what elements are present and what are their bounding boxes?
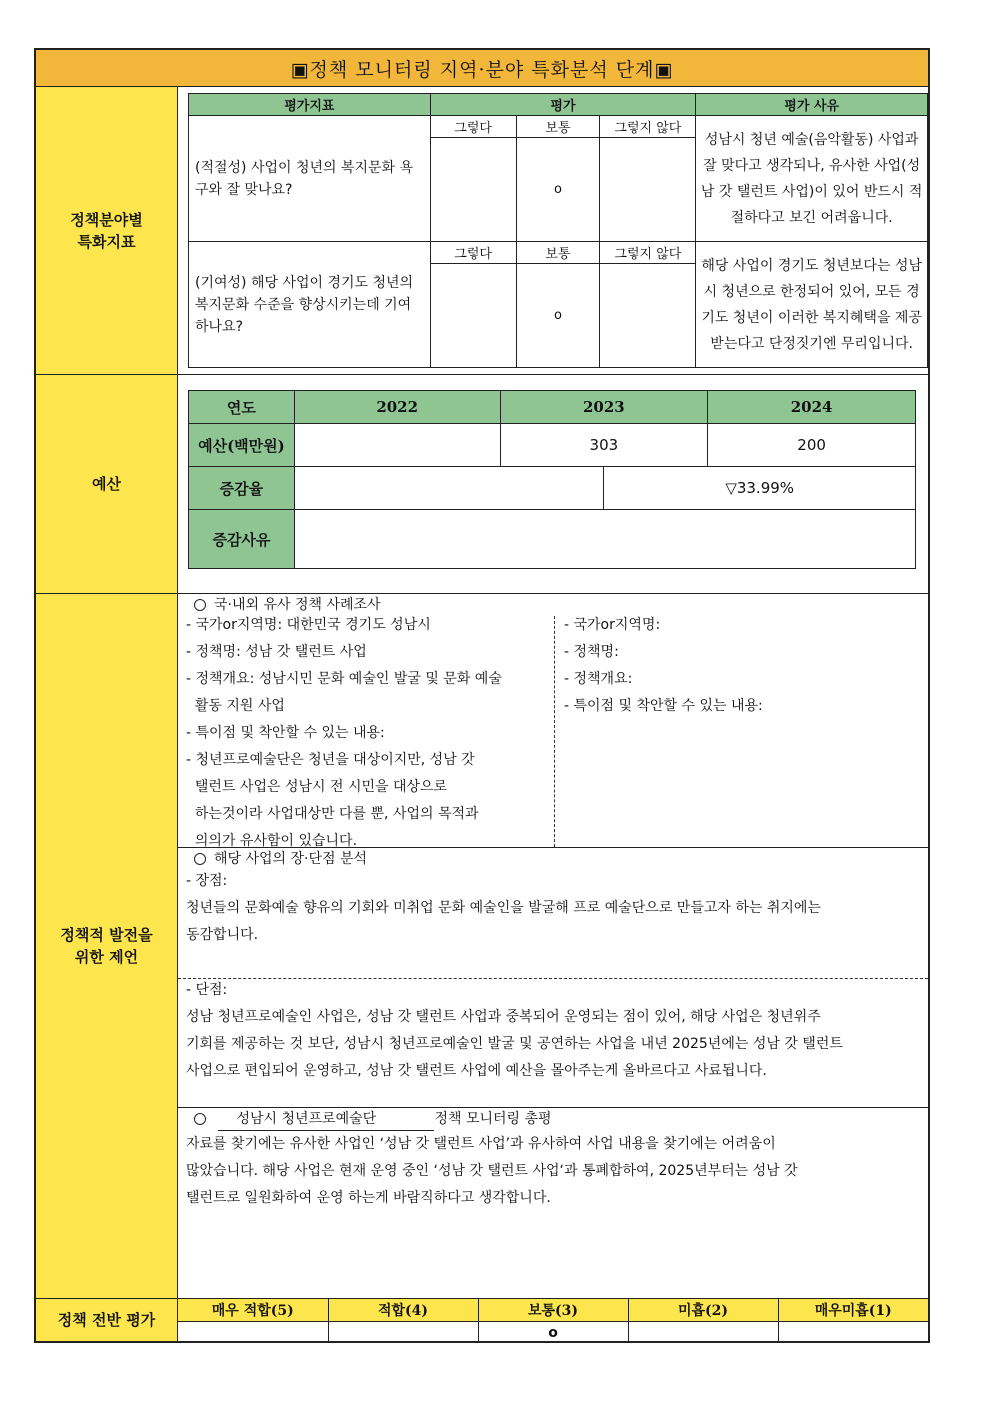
strength-line: 동감합니다.: [186, 927, 259, 943]
header-indicator: 평가지표: [189, 94, 431, 116]
rating-cell[interactable]: [430, 138, 516, 242]
amount-header: 예산(백만원): [189, 424, 295, 467]
overall-option: 매우미흡(1): [778, 1299, 928, 1322]
year-2024: 2024: [708, 391, 916, 424]
option-neutral: 보통: [516, 242, 600, 264]
summary-line: 탤런트로 일원화하여 운영 하는게 바람직하다고 생각합니다.: [186, 1190, 551, 1206]
case-heading: 국·내외 유사 정책 사례조사: [194, 594, 381, 616]
case-left-line: - 국가or지역명: 대한민국 경기도 성남시: [186, 617, 431, 633]
overall-label: 정책 전반 평가: [36, 1299, 178, 1341]
summary: [178, 1108, 928, 1296]
weakness-label: - 단점:: [186, 982, 228, 998]
question-2: (기여성) 해당 사업이 경기도 청년의 복지문화 수준을 향상시키는데 기여하나요?: [189, 242, 431, 368]
year-2023: 2023: [500, 391, 708, 424]
rating-cell[interactable]: [600, 264, 696, 368]
rating-cell[interactable]: [600, 138, 696, 242]
case-left-line: - 특이점 및 착안할 수 있는 내용:: [186, 725, 385, 741]
overall-mark[interactable]: o: [478, 1322, 628, 1344]
amount-2023[interactable]: 303: [500, 424, 708, 467]
option-neutral: 보통: [516, 116, 600, 138]
header-reason: 평가 사유: [696, 94, 928, 116]
strength-label: - 장점:: [186, 873, 228, 889]
reason-header: 증감사유: [189, 510, 295, 569]
header-rating: 평가: [430, 94, 696, 116]
proposal-label: 정책적 발전을 위한 제언: [36, 594, 178, 1298]
option-yes: 그렇다: [430, 242, 516, 264]
overall-option: 보통(3): [478, 1299, 628, 1322]
overall-option: 적합(4): [328, 1299, 478, 1322]
case-right-line: - 특이점 및 착안할 수 있는 내용:: [564, 698, 763, 714]
overall-section: [36, 1299, 928, 1341]
strength-line: 청년들의 문화예술 향유의 기회와 미취업 문화 예술인을 발굴해 프로 예술단으로 만들고자 하는 취지에는: [186, 900, 821, 916]
option-yes: 그렇다: [430, 116, 516, 138]
overall-mark[interactable]: [778, 1322, 928, 1344]
indicator-label: 정책분야별 특화지표: [36, 87, 178, 374]
rate-value[interactable]: ▽33.99%: [604, 467, 916, 510]
question-1: (적절성) 사업이 청년의 복지문화 욕구와 잘 맞나요?: [189, 116, 431, 242]
case-left-line: 탤런트 사업은 성남시 전 시민을 대상으로: [186, 779, 448, 795]
overall-mark[interactable]: [178, 1322, 328, 1344]
case-left-line: - 청년프로예술단은 청년을 대상이지만, 성남 갓: [186, 752, 475, 768]
page-title: ▣정책 모니터링 지역·분야 특화분석 단계▣: [36, 50, 928, 87]
option-no: 그렇지 않다: [600, 116, 696, 138]
case-left: [186, 612, 554, 855]
rating-mark-1[interactable]: o: [516, 138, 600, 242]
amount-2024[interactable]: 200: [708, 424, 916, 467]
case-left-line: - 정책개요: 성남시민 문화 예술인 발굴 및 문화 예술: [186, 671, 502, 687]
case-right-line: - 국가or지역명:: [564, 617, 661, 633]
case-left-line: 활동 지원 사업: [186, 698, 285, 714]
rate-empty[interactable]: [294, 467, 604, 510]
rate-header: 증감율: [189, 467, 295, 510]
proposal-section: [36, 594, 928, 1299]
summary-line: 자료를 찾기에는 유사한 사업인 ‘성남 갓 탤런트 사업’과 유사하여 사업 내용을 찾기에는 어려움이: [186, 1136, 776, 1152]
case-left-line: - 정책명: 성남 갓 탤런트 사업: [186, 644, 367, 660]
circle-icon: [194, 1113, 206, 1125]
overall-table: [178, 1299, 928, 1343]
budget-section: [36, 375, 928, 594]
indicator-table: [188, 93, 928, 368]
case-left-line: 하는것이라 사업대상만 다를 뿐, 사업의 목적과: [186, 806, 479, 822]
case-right-line: - 정책명:: [564, 644, 619, 660]
overall-option: 매우 적합(5): [178, 1299, 328, 1322]
weakness-line: 사업으로 편입되어 운영하고, 성남 갓 탤런트 사업에 예산을 몰아주는게 올바르다고 사료됩니다.: [186, 1063, 767, 1079]
reason-2: 해당 사업이 경기도 청년보다는 성남시 청년으로 한정되어 있어, 모든 경기도 청년이 이러한 복지혜택을 제공받는다고 단정짓기엔 무리입니다.: [696, 242, 928, 368]
program-name: 성남시 청년프로예술단: [218, 1108, 434, 1131]
case-left-line: 의의가 유사함이 있습니다.: [186, 833, 358, 849]
weakness-line: 기회를 제공하는 것 보단, 성남시 청년프로예술인 발굴 및 공연하는 사업을 내년 2025년에는 성남 갓 탤런트: [186, 1036, 843, 1052]
year-2022: 2022: [294, 391, 500, 424]
reason-1: 성남시 청년 예술(음악활동) 사업과 잘 맞다고 생각되나, 유사한 사업(성남 갓 탤런트 사업)이 있어 반드시 적절하다고 보긴 어려웁니다.: [696, 116, 928, 242]
indicator-section: [36, 87, 928, 375]
option-no: 그렇지 않다: [600, 242, 696, 264]
budget-reason[interactable]: [294, 510, 915, 569]
amount-2022[interactable]: [294, 424, 500, 467]
budget-label: 예산: [36, 375, 178, 593]
case-right-line: - 정책개요:: [564, 671, 633, 687]
circle-icon: [194, 599, 206, 611]
strengths: [178, 848, 928, 979]
overall-option: 미흡(2): [628, 1299, 778, 1322]
summary-line: 많았습니다. 해당 사업은 현재 운영 중인 ‘성남 갓 탤런트 사업‘과 통폐합하여, 2025년부터는 성남 갓: [186, 1163, 798, 1179]
rating-cell[interactable]: [430, 264, 516, 368]
evaluation-form: [34, 48, 930, 1343]
analysis-heading: 해당 사업의 장·단점 분석: [194, 848, 367, 870]
overall-mark[interactable]: [628, 1322, 778, 1344]
case-divider: [554, 616, 555, 847]
case-study: [178, 594, 928, 848]
weaknesses: [178, 979, 928, 1108]
case-right: [564, 612, 763, 720]
rating-mark-2[interactable]: o: [516, 264, 600, 368]
overall-mark[interactable]: [328, 1322, 478, 1344]
summary-heading: 성남시 청년프로예술단 정책 모니터링 총평: [194, 1108, 552, 1131]
year-header: 연도: [189, 391, 295, 424]
weakness-line: 성남 청년프로예술인 사업은, 성남 갓 탤런트 사업과 중복되어 운영되는 점이 있어, 해당 사업은 청년위주: [186, 1009, 821, 1025]
circle-icon: [194, 853, 206, 865]
budget-table: [188, 390, 916, 569]
